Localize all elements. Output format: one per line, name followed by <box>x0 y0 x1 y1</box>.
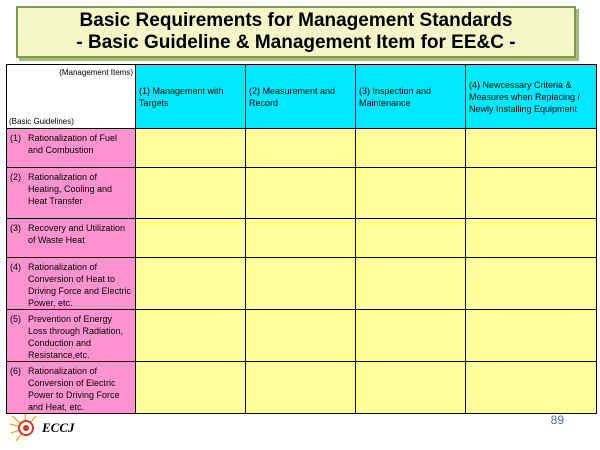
row-header <box>7 168 136 219</box>
row-label: Rationalization of Fuel and Combustion <box>28 133 118 155</box>
table-cell <box>356 362 466 414</box>
table-row <box>7 219 597 258</box>
title-line-2: - Basic Guideline & Management Item for EE&C - <box>76 32 516 53</box>
table-cell <box>466 129 597 168</box>
table-cell <box>136 362 246 414</box>
table-cell <box>466 258 597 310</box>
table-row <box>7 310 597 362</box>
row-number: (6) <box>10 366 21 376</box>
slide-title <box>16 6 576 58</box>
table-cell <box>136 258 246 310</box>
table-row <box>7 362 597 414</box>
row-header <box>7 219 136 258</box>
table-cell <box>466 362 597 414</box>
table-cell <box>136 129 246 168</box>
row-label: Rationalization of Conversion of Electric Power to Driving Force and Heat, etc. <box>28 366 120 412</box>
column-header: (4) Newcessary Criteria & Measures when Replacing / Newly Installing Equipment <box>466 65 597 129</box>
table-cell <box>466 168 597 219</box>
management-items-label: (Management Items) <box>59 68 133 77</box>
table-cell <box>136 310 246 362</box>
row-label: Rationalization of Conversion of Heat to Driving Force and Electric Power, etc. <box>28 262 132 308</box>
row-label: Rationalization of Heating, Cooling and Heat Transfer <box>28 172 113 206</box>
table-cell <box>246 219 356 258</box>
row-header <box>7 362 136 414</box>
table-cell <box>356 168 466 219</box>
row-label: Prevention of Energy Loss through Radiation, Conduction and Resistance,etc. <box>28 314 124 360</box>
row-number: (1) <box>10 133 21 143</box>
row-header <box>7 258 136 310</box>
row-label: Recovery and Utilization of Waste Heat <box>28 223 126 245</box>
table-cell <box>356 219 466 258</box>
table-cell <box>246 310 356 362</box>
table-row <box>7 258 597 310</box>
row-header <box>7 310 136 362</box>
requirements-table <box>6 64 597 414</box>
page-number: 89 <box>550 413 564 427</box>
table-row <box>7 129 597 168</box>
logo-text: ECCJ <box>42 420 75 435</box>
row-number: (4) <box>10 262 21 272</box>
table-cell <box>466 310 597 362</box>
table-cell <box>246 129 356 168</box>
table-corner-cell <box>7 65 136 129</box>
column-header: (1) Management with Targets <box>136 65 246 129</box>
row-number: (3) <box>10 223 21 233</box>
table-cell <box>246 168 356 219</box>
table-cell <box>356 258 466 310</box>
row-number: (2) <box>10 172 21 182</box>
table-cell <box>356 129 466 168</box>
table-cell <box>246 362 356 414</box>
table-cell <box>136 219 246 258</box>
row-header <box>7 129 136 168</box>
basic-guidelines-label: (Basic Guidelines) <box>9 117 74 126</box>
table-cell <box>356 310 466 362</box>
column-header: (2) Measurement and Record <box>246 65 356 129</box>
column-header: (3) Inspection and Maintenance <box>356 65 466 129</box>
table-cell <box>136 168 246 219</box>
title-line-1: Basic Requirements for Management Standards <box>79 10 513 31</box>
table-row <box>7 168 597 219</box>
table-cell <box>466 219 597 258</box>
table-cell <box>246 258 356 310</box>
row-number: (5) <box>10 314 21 324</box>
